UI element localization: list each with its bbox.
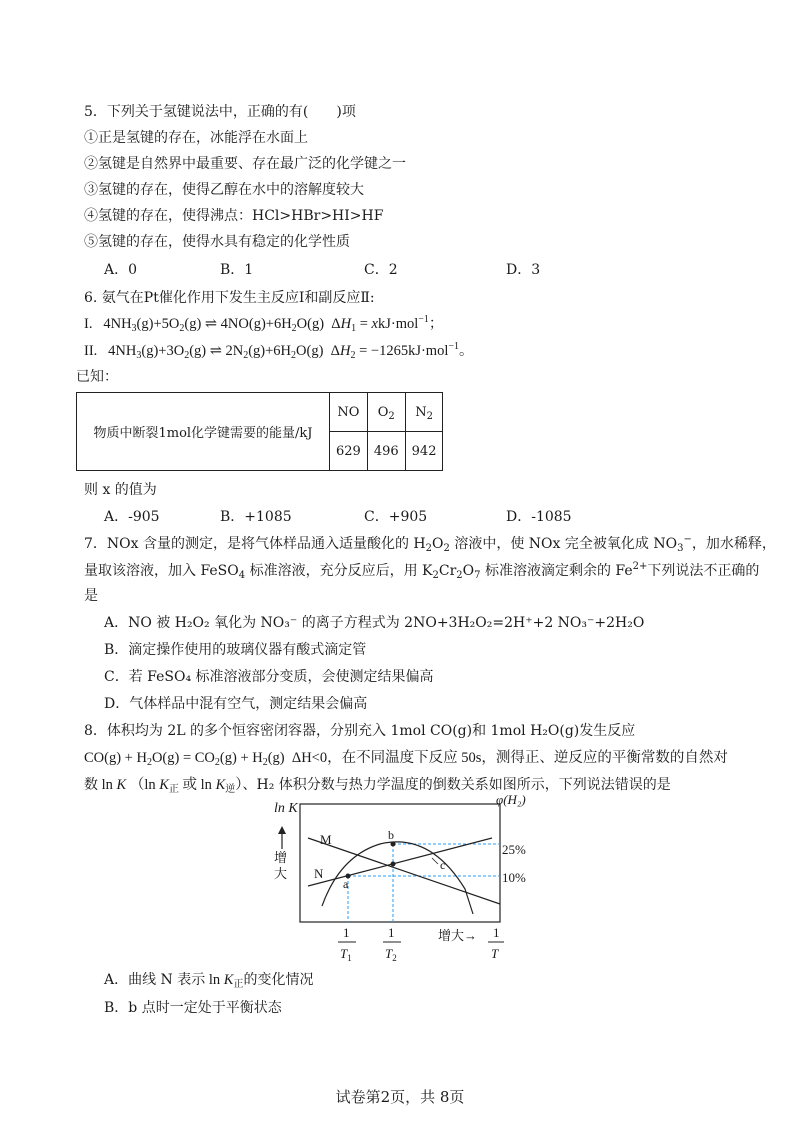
q6-reaction-2 (84, 341, 474, 361)
tick-10: 10% (502, 870, 526, 885)
q6-stem: 6. 氨气在Pt催化作用下发生主反应Ⅰ和副反应Ⅱ: (84, 290, 375, 306)
q5-item-5: ⑤氢键的存在，使得水具有稳定的化学性质 (84, 234, 350, 250)
table-label: 物质中断裂1mol化学键需要的能量/kJ (77, 393, 330, 471)
label-b: b (388, 828, 394, 842)
y-right-label: φ(H₂) (496, 794, 526, 807)
q6-option-a: A．-905 (104, 509, 160, 525)
q5-option-a: A．0 (104, 262, 138, 278)
svg-text:T2: $T_2$ (385, 946, 397, 963)
x-increase: 增大→ (438, 928, 478, 943)
q7-option-d: D．气体样品中混有空气，测定结果会偏高 (104, 696, 368, 712)
table-head-n2: $N_2$ (405, 393, 443, 432)
q5-item-1: ①正是氢键的存在，冰能浮在水面上 (84, 130, 308, 146)
page-footer: 试卷第2页，共 8页 (335, 1088, 465, 1106)
y-arrow-head (278, 826, 286, 834)
table-value-n2: 942 (405, 432, 443, 471)
q6-option-c: C．+905 (364, 509, 428, 525)
x-tick-t1 (338, 925, 356, 963)
lnk-chart (260, 794, 540, 969)
y-increase-2: 大 (274, 866, 288, 881)
svg-text:1: 1 (343, 925, 350, 940)
label-m: M (320, 832, 332, 847)
label-c-leader (432, 858, 438, 864)
q6-ask: 则 x 的值为 (84, 482, 157, 498)
q6-r1-number: I. (84, 316, 93, 332)
q6-r2-equation: $4NH_3(g)+3O_2(g)$ ⇌ $2N_2(g)+6H_2O(g) \Delta H_2 = -1265kJ\cdot mol^{-1}$ (108, 341, 459, 361)
q8-option-b: B．b 点时一定处于平衡状态 (104, 1000, 282, 1016)
label-n: N (314, 866, 324, 881)
q6-option-b: B．+1085 (220, 509, 292, 525)
y-increase-1: 增 (274, 850, 288, 865)
label-a: a (343, 877, 349, 891)
bond-energy-table (76, 392, 443, 471)
point-m-n (391, 862, 396, 867)
q5-item-3: ③氢键的存在，使得乙醇在水中的溶解度较大 (84, 182, 364, 198)
table-value-no: 629 (330, 432, 368, 471)
table-value-o2: 496 (367, 432, 405, 471)
q5-stem: 5．下列关于氢键说法中，正确的有( )项 (84, 104, 356, 120)
q8-equation-line: $CO(g) + H_2O(g) = CO_2(g) + H_2(g)$ ΔH<0，在不同温度下反应 50s，测得正、逆反应的平衡常数的自然对 (84, 750, 728, 768)
point-b (391, 842, 396, 847)
q5-option-d: D．3 (506, 262, 541, 278)
q6-r1-equation: $4NH_3(g)+5O_2(g)$ ⇌ $4NO(g)+6H_2O(g) \Delta H_1 = xkJ\cdot mol^{-1}$ (103, 314, 429, 334)
q7-stem-line-1: 7．NOx 含量的测定，是将气体样品通入适量酸化的 $H_2O_2$ 溶液中，使 NOx 完全被氧化成 $NO_3^-$，加水稀释， (84, 534, 776, 554)
table-head-o2: $O_2$ (367, 393, 405, 432)
q6-r2-number: II. (84, 343, 98, 359)
table-head-no: NO (330, 393, 368, 432)
q8-stem-line-3: 数 ln K （ln $K_正$ 或 $\ln K_逆$）、H₂ 体积分数与热力学温度的倒数关系如图所示，下列说法错误的是 (84, 777, 671, 795)
q5-option-b: B．1 (220, 262, 254, 278)
q7-option-a: A．NO 被 H₂O₂ 氧化为 NO₃⁻ 的离子方程式为 2NO+3H₂O₂=2H⁺+2 NO₃⁻+2H₂O (104, 615, 645, 631)
q7-stem-line-3: 是 (84, 588, 98, 604)
q6-given: 已知： (76, 369, 118, 385)
q6-option-d: D．-1085 (506, 509, 572, 525)
q6-r2-sep: 。 (459, 343, 474, 359)
q8-option-a: A．曲线 N 表示 $\ln K_正$的变化情况 (104, 972, 314, 990)
svg-text:1: 1 (388, 925, 395, 940)
q5-item-2: ②氢键是自然界中最重要、存在最广泛的化学键之一 (84, 156, 406, 172)
q7-option-c: C．若 FeSO₄ 标准溶液部分变质，会使测定结果偏高 (104, 669, 434, 685)
q7-stem-line-2: 量取该溶液，加入 FeSO$_4$ 标准溶液，充分反应后，用 $K_2Cr_2O_7$ 标准溶液滴定剩余的 $Fe^{2+}$下列说法不正确的 (84, 561, 760, 581)
q7-option-b: B．滴定操作使用的玻璃仪器有酸式滴定管 (104, 642, 367, 658)
x-tick-t2 (383, 925, 401, 963)
y-left-label: ln K (274, 801, 298, 816)
svg-text:T: T (491, 946, 499, 961)
q5-item-4: ④氢键的存在，使得沸点：HCl>HBr>HI>HF (84, 208, 384, 224)
q5-option-c: C．2 (364, 262, 398, 278)
svg-text:T1: $T_1$ (340, 946, 352, 963)
q6-reaction-1 (84, 314, 443, 334)
tick-25: 25% (502, 842, 526, 857)
q8-stem: 8．体积均为 2L 的多个恒容密闭容器，分别充入 1mol CO(g)和 1mol H₂O(g)发生反应 (84, 723, 636, 739)
svg-text:1: 1 (493, 925, 500, 940)
line-m (308, 838, 500, 904)
x-axis-label (488, 925, 504, 961)
label-c: c (440, 858, 446, 872)
q6-r1-sep: ； (428, 316, 444, 332)
